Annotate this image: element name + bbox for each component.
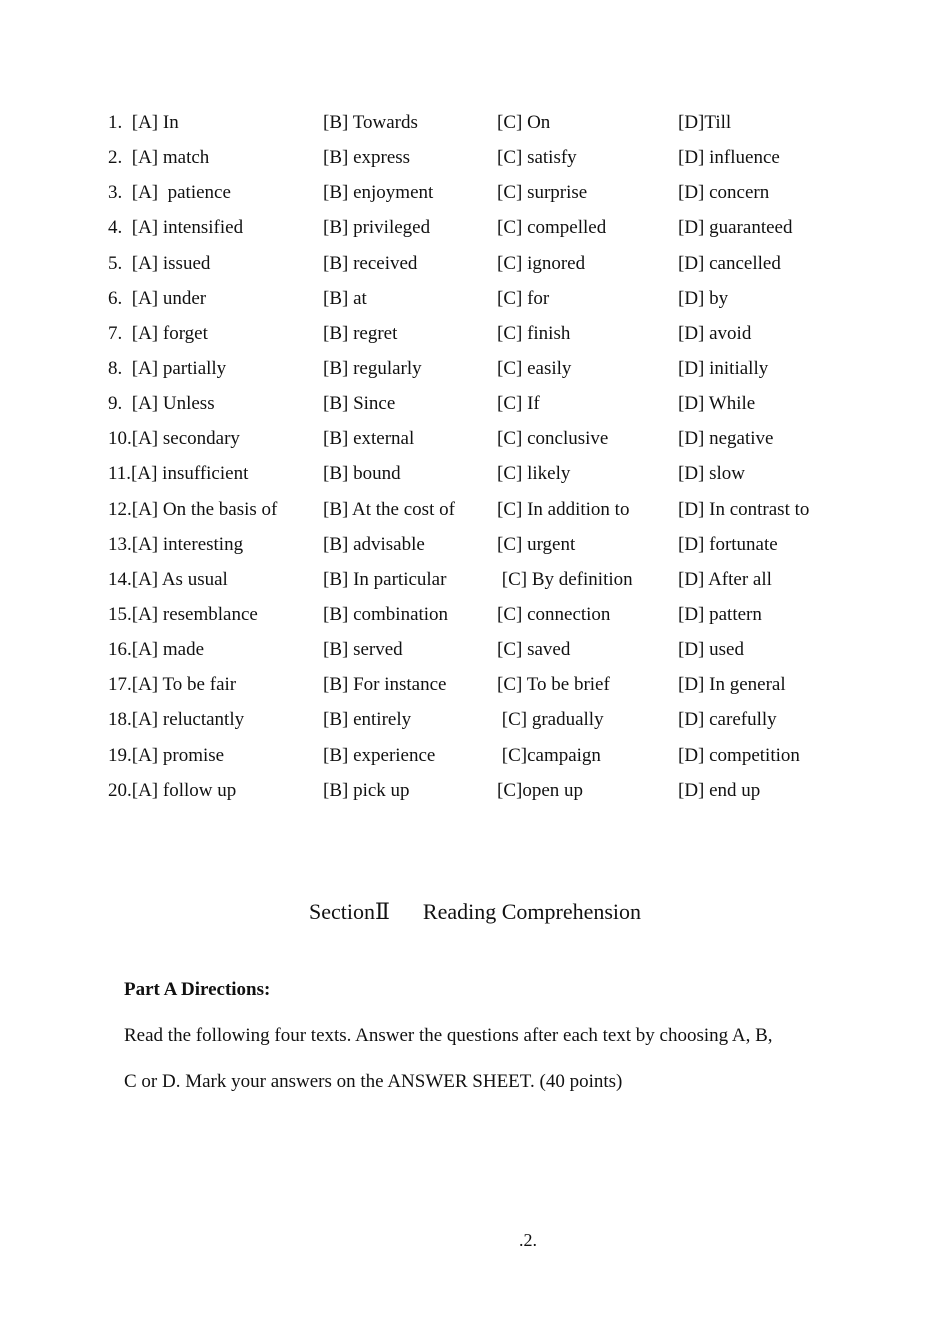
- question-number: 2.: [108, 147, 132, 169]
- option-b: [B] combination: [323, 603, 449, 625]
- question-number: 12.: [108, 498, 132, 520]
- option-b: [B] entirely: [323, 709, 412, 731]
- question-number: 10.: [108, 428, 132, 450]
- question-row: [108, 741, 868, 776]
- directions-line-1: Read the following four texts. Answer the questions after each text by choosing A, B,: [124, 1025, 773, 1046]
- option-a: [108, 776, 236, 806]
- question-number: 20.: [108, 779, 132, 801]
- option-a-text: [A] match: [131, 147, 210, 169]
- option-a: [108, 670, 236, 700]
- option-b: [B] experience: [323, 744, 436, 766]
- option-a-text: [A] intensified: [131, 217, 244, 239]
- option-c: [C]campaign: [497, 744, 601, 766]
- question-row: [108, 319, 868, 354]
- question-number: 6.: [108, 287, 132, 309]
- option-b: [B] pick up: [323, 779, 410, 801]
- option-a: [108, 495, 277, 525]
- question-row: [108, 530, 868, 565]
- part-a-heading: Part A Directions:: [124, 979, 271, 1000]
- question-number: 11.: [108, 463, 132, 485]
- option-c: [C] conclusive: [497, 428, 609, 450]
- option-a-text: [A] Unless: [131, 393, 215, 415]
- option-b: [B] express: [323, 147, 411, 169]
- question-number: 17.: [108, 674, 132, 696]
- option-b: [B] For instance: [323, 674, 447, 696]
- option-b: [B] Since: [323, 393, 396, 415]
- option-a: [108, 284, 206, 314]
- section-title: SectionⅡ Reading Comprehension: [308, 899, 642, 924]
- question-number: 3.: [108, 182, 132, 204]
- directions-line-2: C or D. Mark your answers on the ANSWER SHEET. (40 points): [124, 1071, 623, 1092]
- option-a: [108, 108, 179, 138]
- question-number: 16.: [108, 639, 132, 661]
- question-row: [108, 495, 868, 530]
- option-c: [C] saved: [497, 639, 571, 661]
- option-d: [D] After all: [678, 568, 772, 590]
- option-a: [108, 424, 240, 454]
- question-row: [108, 424, 868, 459]
- question-row: [108, 354, 868, 389]
- question-row: [108, 565, 868, 600]
- option-a-text: [A] follow up: [131, 779, 237, 801]
- option-d: [D] guaranteed: [678, 217, 793, 239]
- question-row: [108, 249, 868, 284]
- option-b: [B] at: [323, 287, 367, 309]
- page-number: .2.: [519, 1230, 537, 1250]
- option-b: [B] received: [323, 252, 418, 274]
- option-a-text: [A] As usual: [131, 568, 228, 590]
- option-d: [D] fortunate: [678, 533, 778, 555]
- option-a: [108, 565, 228, 595]
- question-row: [108, 213, 868, 248]
- option-a: [108, 705, 244, 735]
- option-a: [108, 354, 226, 384]
- question-number: 8.: [108, 357, 132, 379]
- option-c: [C] compelled: [497, 217, 607, 239]
- option-d: [D] concern: [678, 182, 770, 204]
- option-d: [D] In contrast to: [678, 498, 810, 520]
- option-a: [108, 249, 210, 279]
- option-b: [B] regret: [323, 322, 398, 344]
- option-a: [108, 178, 231, 208]
- option-a-text: [A] promise: [131, 744, 225, 766]
- option-a-text: [A] patience: [131, 182, 231, 204]
- option-d: [D] competition: [678, 744, 800, 766]
- question-row: [108, 284, 868, 319]
- option-b: [B] privileged: [323, 217, 431, 239]
- option-a: [108, 635, 204, 665]
- option-c: [C] In addition to: [497, 498, 630, 520]
- cloze-options-list: [108, 108, 868, 811]
- question-row: [108, 705, 868, 740]
- option-c: [C] ignored: [497, 252, 586, 274]
- option-c: [C] If: [497, 393, 540, 415]
- option-c: [C] urgent: [497, 533, 576, 555]
- option-b: [B] regularly: [323, 357, 422, 379]
- option-a: [108, 459, 248, 489]
- question-row: [108, 389, 868, 424]
- option-c: [C] To be brief: [497, 674, 610, 696]
- option-c: [C] By definition: [497, 568, 633, 590]
- option-c: [C] easily: [497, 357, 572, 379]
- option-a-text: [A] issued: [131, 252, 211, 274]
- option-a-text: [A] under: [131, 287, 207, 309]
- question-row: [108, 635, 868, 670]
- question-row: [108, 143, 868, 178]
- question-number: 9.: [108, 393, 132, 415]
- option-c: [C] finish: [497, 322, 571, 344]
- question-row: [108, 600, 868, 635]
- question-number: 4.: [108, 217, 132, 239]
- option-c: [C] for: [497, 287, 550, 309]
- option-a: [108, 319, 208, 349]
- option-d: [D] influence: [678, 147, 780, 169]
- option-c: [C] On: [497, 112, 551, 133]
- option-b: [B] In particular: [323, 568, 447, 590]
- option-b: [B] Towards: [323, 112, 418, 133]
- option-d: [D] used: [678, 639, 744, 661]
- option-d: [D] avoid: [678, 322, 752, 344]
- option-b: [B] advisable: [323, 533, 425, 555]
- option-a-text: [A] secondary: [131, 428, 240, 450]
- question-number: 1.: [108, 112, 132, 133]
- option-d: [D] slow: [678, 463, 746, 485]
- option-d: [D] cancelled: [678, 252, 781, 274]
- option-c: [C] satisfy: [497, 147, 577, 169]
- option-a-text: [A] forget: [131, 322, 208, 344]
- option-a: [108, 530, 243, 560]
- question-number: 7.: [108, 322, 132, 344]
- question-number: 19.: [108, 744, 132, 766]
- option-a: [108, 600, 258, 630]
- option-a-text: [A] To be fair: [131, 674, 237, 696]
- option-b: [B] bound: [323, 463, 401, 485]
- option-c: [C] gradually: [497, 709, 604, 731]
- option-b: [B] enjoyment: [323, 182, 434, 204]
- option-a-text: [A] insufficient: [131, 463, 249, 485]
- question-number: 14.: [108, 568, 132, 590]
- option-d: [D] initially: [678, 357, 769, 379]
- question-row: [108, 108, 868, 143]
- option-a: [108, 741, 224, 771]
- option-b: [B] external: [323, 428, 415, 450]
- option-a-text: [A] On the basis of: [131, 498, 278, 520]
- option-a-text: [A] reluctantly: [131, 709, 245, 731]
- question-row: [108, 178, 868, 213]
- option-a: [108, 389, 215, 419]
- option-d: [D] negative: [678, 428, 774, 450]
- option-a-text: [A] partially: [131, 357, 227, 379]
- question-row: [108, 670, 868, 705]
- option-a: [108, 143, 209, 173]
- option-d: [D]Till: [678, 112, 732, 133]
- question-number: 15.: [108, 603, 132, 625]
- question-row: [108, 459, 868, 494]
- option-a-text: [A] made: [131, 639, 205, 661]
- option-c: [C] surprise: [497, 182, 588, 204]
- option-a-text: [A] resemblance: [131, 603, 258, 625]
- option-d: [D] While: [678, 393, 756, 415]
- option-d: [D] In general: [678, 674, 786, 696]
- option-a-text: [A] interesting: [131, 533, 244, 555]
- question-number: 5.: [108, 252, 132, 274]
- question-number: 18.: [108, 709, 132, 731]
- option-a-text: [A] In: [131, 112, 179, 133]
- option-c: [C] likely: [497, 463, 571, 485]
- option-a: [108, 213, 243, 243]
- option-c: [C] connection: [497, 603, 611, 625]
- option-b: [B] At the cost of: [323, 498, 455, 520]
- option-d: [D] carefully: [678, 709, 777, 731]
- question-number: 13.: [108, 533, 132, 555]
- option-d: [D] end up: [678, 779, 761, 801]
- option-b: [B] served: [323, 639, 403, 661]
- question-row: [108, 776, 868, 811]
- option-d: [D] by: [678, 287, 729, 309]
- option-d: [D] pattern: [678, 603, 762, 625]
- option-c: [C]open up: [497, 779, 584, 801]
